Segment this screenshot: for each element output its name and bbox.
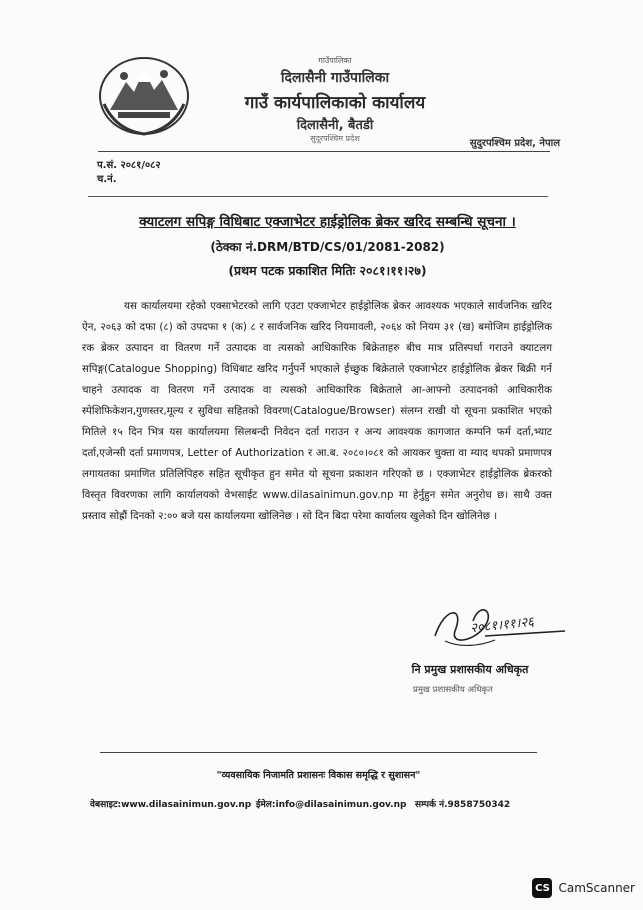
camscanner-label: CamScanner	[558, 881, 635, 895]
notice-title: क्याटलग सपिङ्ग विधिबाट एक्जाभेटर हाईड्रोलिक ब्रेकर खरिद सम्बन्धि सूचना ।	[139, 214, 516, 230]
header-line-1: गाउँपालिका	[318, 56, 352, 65]
footer-email: ईमेल:info@dilasainimun.gov.np	[256, 800, 407, 810]
dispatch-number: च.नं.	[97, 174, 117, 185]
office-name: गाउँ कार्यपालिकाको कार्यालय	[244, 93, 426, 113]
nepal-emblem-logo	[96, 52, 192, 138]
official-title: नि प्रमुख प्रशासकीय अधिकृत	[411, 663, 529, 676]
contract-number: (ठेक्का नं.DRM/BTD/CS/01/2081-2082)	[210, 240, 445, 254]
office-address: दिलासैनी, बैतडी	[296, 118, 374, 133]
footer-website: वेबसाइट:www.dilasainimun.gov.np	[90, 800, 252, 810]
notice-body: यस कार्यालयमा रहेको एक्साभेटरको लागि एउटा एक्जाभेटर हाईड्रोलिक ब्रेकर आवश्यक भएकाले सार्वजनिक खरिद ऐन, २०६३ को दफा (८) को उपदफा १ (क) ८ र सार्वजनिक खरिद नियमावली, २०६४ को नियम ३१ (ख) बमोजिम हाईड्रोलिक रक ब्रेकर उत्पादन वा वितरण गर्ने उत्पादक वा त्यसको आधिकारिक बिक्रेताहरु बीच मात्र प्रतिस्पर्धा गराउने क्याटलग सपिङ्ग(Catalogue Shopping) विधिबाट खरिद गर्नुपर्ने भएकाले ईच्छुक बिक्रेताले एक्जाभेटर हाईड्रोलिक ब्रेकर बिक्री गर्न चाहने उत्पादक वा वितरण गर्ने उत्पादक वा त्यसको आधिकारिक बिक्रेताले आ-आफ्नो उत्पादनको आधिकारीक स्पेशिफिकेशन,गुणस्तर,मूल्य र सुविधा सहितको विवरण(Catalogue/Browser) संलग्न राखी यो सूचना प्रकाशित भएको मितिले १५ दिन भित्र यस कार्यालयमा सिलबन्दी निवेदन दर्ता गराउन र अन्य आवश्यक कागजात कम्पनि फर्म दर्ता,भ्याट दर्ता,एजेन्सी दर्ता प्रमाणपत्र, Letter of Authorization र आ.ब. २०८०।०८१ को आयकर चुक्ता वा म्याद थपको प्रमाणपत्र लगायतका प्रमाणित प्रतिलिपिहरु सहित सूचीकृत हुन समेत यो सूचना प्रकाशन गरिएको छ । एक्जाभेटर हाईड्रोलिक ब्रेकरको विस्तृत विवरणका लागि कार्यालयको वेभसाईट www.dilasainimun.gov.np मा हेर्नुहुन समेत अनुरोध छ। साथै उक्त प्रस्ताव सोह्रौं दिनको २:०० बजे यस कार्यालयमा खोलिनेछ । सो दिन बिदा परेमा कार्यालय खुलेको दिन खोलिनेछ ।	[82, 300, 552, 522]
signature-date: २०८१।११।२६	[469, 614, 535, 637]
province-line: सुदुरपश्चिम प्रदेश, नेपाल	[469, 138, 560, 149]
camscanner-logo-icon: CS	[532, 878, 552, 898]
official-stamp: प्रमुख प्रशासकीय अधिकृत	[413, 685, 493, 695]
publish-date: (प्रथम पटक प्रकाशित मितिः २०८१।११।२७)	[228, 263, 427, 278]
footer-divider	[100, 752, 537, 753]
reference-divider	[88, 196, 548, 197]
footer-phone: सम्पर्क नं.9858750342	[415, 800, 511, 810]
reference-number: प.सं. २०८१/०८२	[97, 160, 161, 171]
camscanner-watermark	[532, 878, 635, 898]
province-small: सुदूरपश्चिम प्रदेश	[310, 134, 360, 143]
footer-motto: "व्यवसायिक निजामति प्रशासनः विकास समृद्धि र सुशासन"	[216, 770, 421, 781]
municipality-name: दिलासैनी गाउँपालिका	[280, 70, 390, 86]
header-divider	[98, 151, 550, 152]
